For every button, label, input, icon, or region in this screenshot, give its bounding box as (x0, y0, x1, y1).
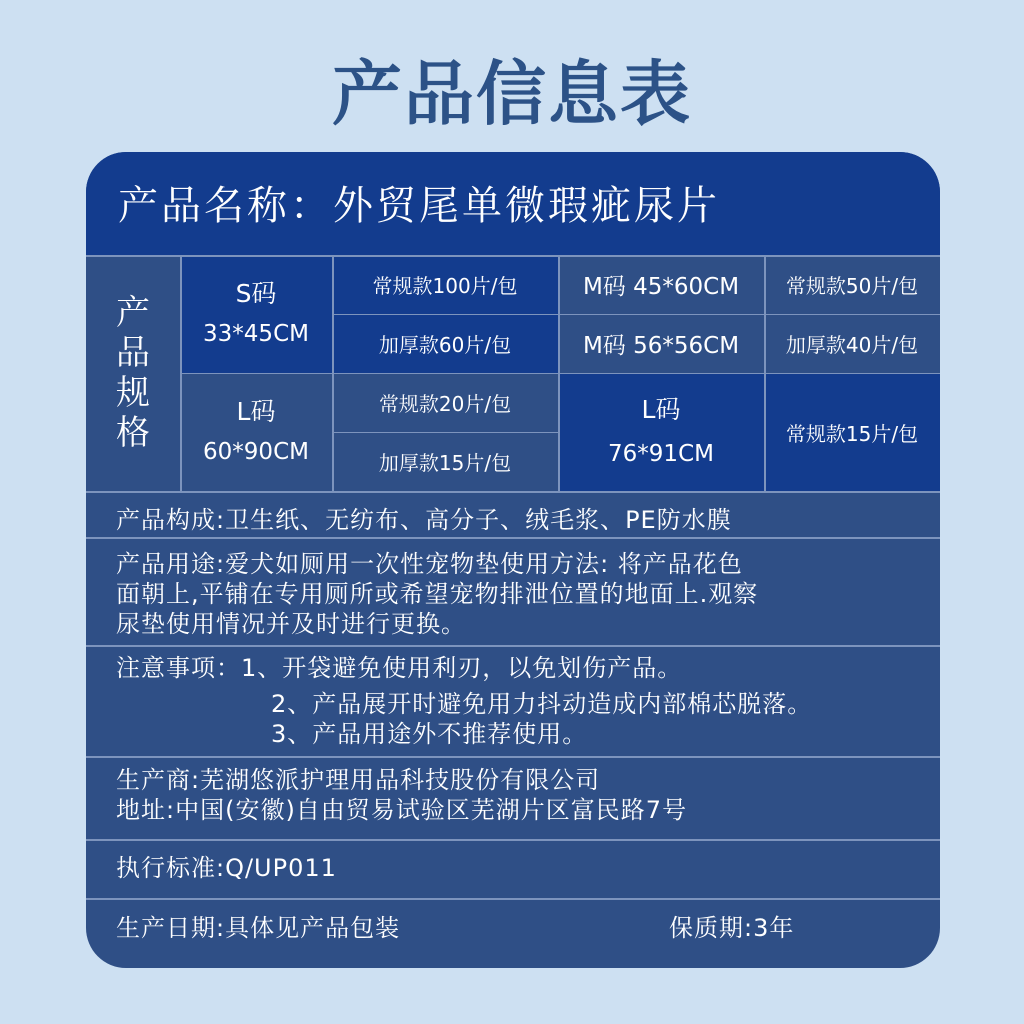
notes-line: 2、产品展开时避免用力抖动造成内部棉芯脱落。 (271, 690, 813, 718)
product-name-band (86, 152, 940, 255)
usage-line: 尿垫使用情况并及时进行更换。 (116, 610, 466, 638)
usage-line: 面朝上,平铺在专用厕所或希望宠物排泄位置的地面上.观察 (116, 580, 759, 608)
standard-text: 执行标准:Q/UP011 (116, 854, 337, 882)
spec-l-dim: 60*90CM (203, 439, 309, 465)
spec-l2-size (558, 373, 764, 491)
spec-label-char: 格 (116, 413, 150, 453)
spec-l-regular: 常规款20片/包 (378, 392, 512, 416)
spec-s-size-label: S码 (235, 279, 277, 308)
divider (86, 537, 940, 539)
spec-m-row2-size: M码 56*56CM (582, 333, 740, 359)
spec-s-thick: 加厚款60片/包 (332, 314, 558, 373)
spec-label-char: 规 (116, 373, 150, 413)
composition-text: 产品构成:卫生纸、无纺布、高分子、绒毛浆、PE防水膜 (116, 506, 732, 534)
notes-line: 注意事项：1、开袋避免使用利刃，以免划伤产品。 (116, 654, 683, 682)
production-date-text: 生产日期:具体见产品包装 (116, 914, 401, 942)
spec-label (86, 255, 180, 491)
spec-m-row1-pack: 常规款50片/包 (785, 274, 919, 298)
divider (86, 491, 940, 493)
page-title: 产品信息表 (332, 53, 692, 135)
product-name: 产品名称：外贸尾单微瑕疵尿片 (118, 183, 720, 229)
shelf-life-text: 保质期:3年 (669, 914, 795, 942)
spec-l-size-label: L码 (236, 397, 276, 426)
spec-l2-size-label: L码 (641, 395, 681, 424)
notes-line: 3、产品用途外不推荐使用。 (271, 720, 588, 748)
spec-s-regular: 常规款100片/包 (332, 255, 558, 314)
spec-l2-pack: 常规款15片/包 (764, 373, 940, 491)
spec-s-size (180, 255, 332, 373)
divider (180, 373, 940, 374)
divider (86, 255, 940, 257)
address-text: 地址:中国(安徽)自由贸易试验区芜湖片区富民路7号 (116, 796, 688, 824)
divider (86, 898, 940, 900)
spec-label-char: 品 (116, 333, 150, 373)
divider (332, 314, 940, 315)
divider (86, 645, 940, 647)
spec-l-size (180, 373, 332, 491)
spec-m-row2-pack: 加厚款40片/包 (785, 333, 919, 357)
spec-label-char: 产 (116, 293, 150, 333)
spec-l-thick: 加厚款15片/包 (378, 451, 512, 475)
manufacturer-text: 生产商:芜湖悠派护理用品科技股份有限公司 (116, 766, 601, 794)
spec-s-dim: 33*45CM (203, 321, 309, 347)
usage-line: 产品用途:爱犬如厕用一次性宠物垫使用方法: 将产品花色 (116, 550, 743, 578)
divider (332, 432, 558, 433)
divider (86, 839, 940, 841)
divider (86, 756, 940, 758)
spec-l2-dim: 76*91CM (608, 441, 714, 467)
product-info-card (86, 152, 940, 968)
spec-m-row1-size: M码 45*60CM (582, 274, 740, 300)
